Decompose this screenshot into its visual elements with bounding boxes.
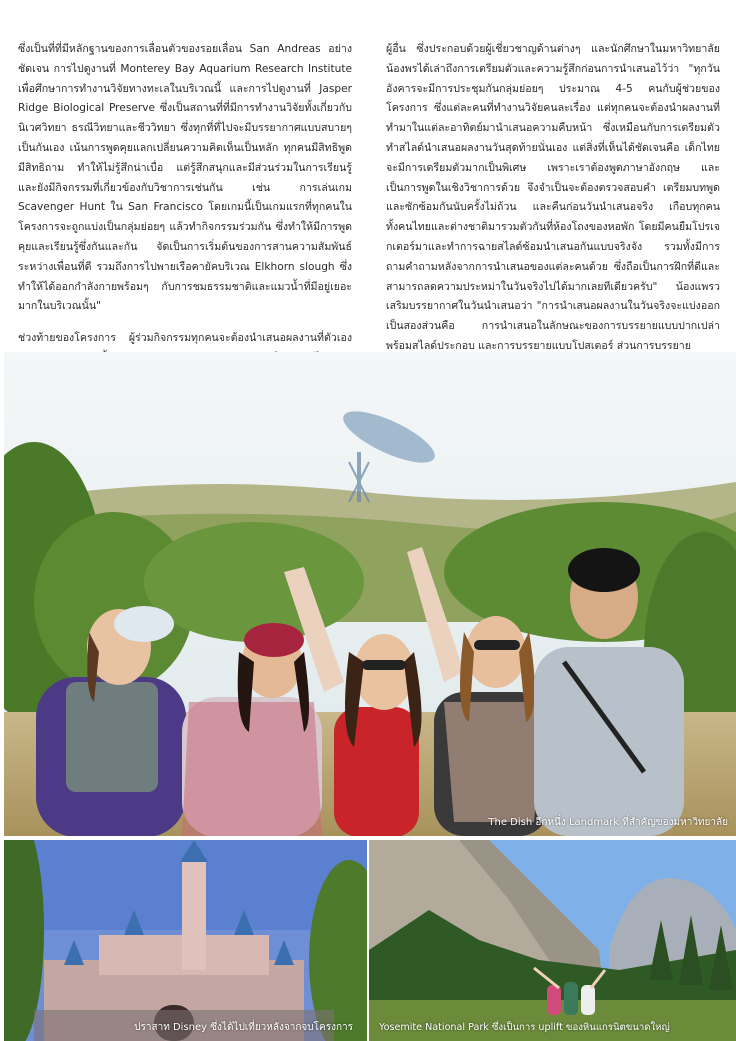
left-paragraph-2: ช่วงท้ายของโครงการ ผู้ร่วมกิจกรรมทุกคนจะต้องนำเสนอผลงานที่ตัวเอง [18, 332, 352, 345]
article-text-area [0, 0, 736, 352]
group-photo-the-dish [4, 352, 736, 836]
right-paragraph-1: ผู้อื่น ซึ่งประกอบด้วยผู้เชี่ยวชาญด้านต่างๆ และนักศึกษาในมหาวิทยาลัย น้องพรได้เล่าถึงการเตรียมตัวและความรู้สึกก่อนการนำเสนอไว้ว่า "ทุกวันอังคารจะมีการประชุมกันกลุ่มย่อยๆ ประมาณ 4-5 คนกับผู้ช่วยของโครงการ ซึ่งแต่ละคนที่ทำงานวิจัยคนละเรื่อง แต่ทุกคนจะต้องนำผลงานที่ทำมาในแต่ละอาทิตย์มานำเสนอความคืบหน้า ซึ่งเหมือนกับการเตรียมตัวทำสไลด์นำเสนอผลงานวันสุดท้ายนั่นเอง แต่สิ่งที่เห็นได้ชัดเจนคือ เด็กไทยจะมีการเตรียมตัวมากเป็นพิเศษ เพราะเราต้องพูดภาษาอังกฤษ และเป็นการพูดในเชิงวิชาการด้วย จึงจำเป็นจะต้องตรวจสอบคำ เตรียมบทพูด และซักซ้อมกันนับครั้งไม่ถ้วน และคืนก่อนวันนำเสนอจริง เกือบทุกคนทั้งคนไทยและต่างชาติมารวมตัวกันที่ห้องโถงของหอพัก โดยมีคนยืมโปรเจกเตอร์มาและทำการฉายสไลด์ซ้อมนำเสนอกันแบบจริงจัง รวมทั้งมีการถามคำถามหลังจากการนำเสนอของแต่ละคนด้วย ซึ่งถือเป็นการฝึกที่ดีและสามารถลดความประหม่าในวันจริงไปได้มากเลยทีเดียวครับ" น้องแพรวเสริมบรรยากาศในวันนำเสนอว่า "การนำเสนอผลงานในวันจริงจะแบ่งออกเป็นสองส่วนคือ การนำเสนอในลักษณะของการบรรยายแบบปากเปล่าพร้อมสไลด์ประกอบ และการบรรยายแบบโปสเตอร์ ส่วนการบรรยาย [386, 43, 720, 352]
disney-castle-image [4, 840, 367, 1041]
group-photo-image [4, 352, 736, 836]
castle-photo-caption: ปราสาท Disney ซึ่งได้ไปเที่ยวหลังจากจบโครงการ [134, 1022, 353, 1033]
disney-castle-photo [4, 840, 367, 1041]
left-paragraph-1: ซึ่งเป็นที่ที่มีหลักฐานของการเลื่อนตัวของรอยเลื่อน San Andreas อย่างชัดเจน การไปดูงานที่ Monterey Bay Aquarium Research Institute เพื่อศึกษาการทำงานวิจัยทางทะเลในบริเวณนี้ และการไปดูงานที่ Jasper Ridge Biological Preserve ซึ่งเป็นสถานที่ที่มีการทำงานวิจัยทั้งเกี่ยวกับนิเวศวิทยา ธรณีวิทยาและชีววิทยา ซึ่งทุกที่ที่ไปจะมีบรรยากาศแบบสบายๆ เป็นกันเอง เน้นการพูดคุยแลกเปลี่ยนความคิดเห็นเป็นหลัก ทุกคนมีสิทธิพูด มีสิทธิถาม ทำให้ไม่รู้สึกน่าเบื่อ แต่รู้สึกสนุกและมีส่วนร่วมในการเรียนรู้ และยังมีกิจกรรมที่เกี่ยวข้องกับวิชาการเช่นกัน เช่น การเล่นเกม Scavenger Hunt ใน San Francisco โดยเกมนี้เป็นเกมแรกที่ทุกคนในโครงการจะถูกแบ่งเป็นกลุ่มย่อยๆ แล้วทำกิจกรรมร่วมกัน ซึ่งทำให้มีการพูดคุยและเรียนรู้ซึ่งกันและกัน จัดเป็นการเริ่มต้นของการสานความสัมพันธ์ระหว่างเพื่อนที่ดี รวมถึงการไปพายเรือคายัคบริเวณ Elkhorn slough ซึ่งทำให้ได้ออกกำลังกายพร้อมๆ กับการชมธรรมชาติและแมวน้ำที่มีอยู่เยอะมากในบริเวณนั้น" [18, 43, 352, 313]
yosemite-photo [369, 840, 736, 1041]
yosemite-image [369, 840, 736, 1041]
right-text-column [386, 40, 720, 369]
left-text-column [18, 40, 352, 381]
yosemite-photo-caption: Yosemite National Park ซึ่งเป็นการ uplift ของหินแกรนิตขนาดใหญ่ [379, 1022, 670, 1033]
main-photo-caption: The Dish อีกหนึ่ง Landmark ที่สำคัญของมหาวิทยาลัย [488, 817, 728, 828]
